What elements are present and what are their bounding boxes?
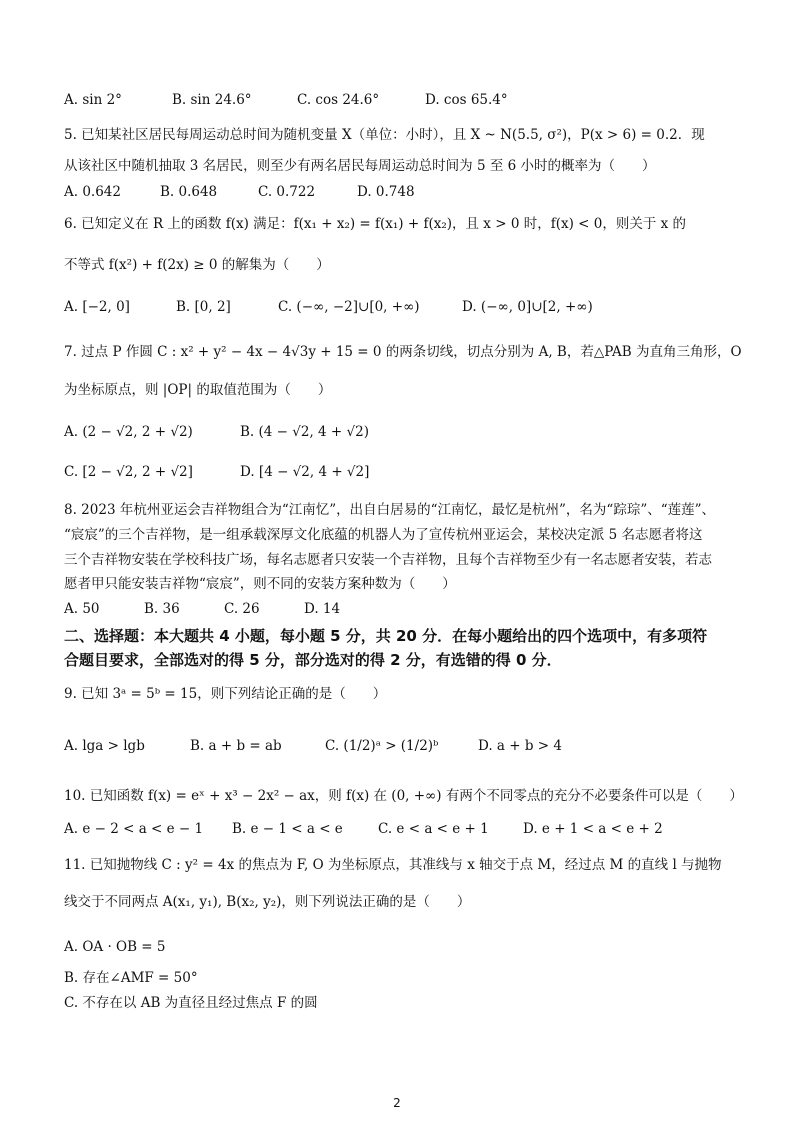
q5-stem-line2: 从该社区中随机抽取 3 名居民，则至少有两名居民每周运动总时间为 5 至 6 小时的概率为（ ）	[64, 158, 656, 174]
q10-option-b: B. e − 1 < a < e	[232, 821, 343, 837]
q4-option-d: D. cos 65.4°	[425, 92, 508, 108]
q8-option-d: D. 14	[304, 601, 341, 617]
q7-option-c: C. [2 − √2, 2 + √2]	[64, 464, 193, 480]
q10-option-d: D. e + 1 < a < e + 2	[523, 821, 663, 837]
q5-option-b: B. 0.648	[160, 184, 218, 200]
q6-option-c: C. (−∞, −2]∪[0, +∞)	[278, 299, 420, 315]
q8-stem-line2: “宸宸”的三个吉祥物，是一组承载深厚文化底蕴的机器人为了宣传杭州亚运会，某校决定派 5 名志愿者将这	[64, 527, 703, 543]
q11-stem-line2: 线交于不同两点 A(x₁, y₁), B(x₂, y₂)，则下列说法正确的是（ ）	[64, 894, 471, 910]
q6-option-b: B. [0, 2]	[176, 299, 231, 315]
q8-stem-line1: 8. 2023 年杭州亚运会吉祥物组合为“江南忆”，出自白居易的“江南忆，最忆是杭州”，名为“踪琮”、“莲莲”、	[64, 502, 716, 518]
q9-option-d: D. a + b > 4	[478, 738, 562, 754]
q4-option-a: A. sin 2°	[64, 92, 122, 108]
q5-option-c: C. 0.722	[258, 184, 316, 200]
q10-option-a: A. e − 2 < a < e − 1	[64, 821, 204, 837]
q8-option-c: C. 26	[224, 601, 260, 617]
q6-stem-line1: 6. 已知定义在 R 上的函数 f(x) 满足：f(x₁ + x₂) = f(x₁) + f(x₂)，且 x > 0 时，f(x) < 0，则关于 x 的	[64, 216, 687, 232]
q6-option-a: A. [−2, 0]	[64, 299, 130, 315]
q7-option-a: A. (2 − √2, 2 + √2)	[64, 424, 193, 440]
q8-option-a: A. 50	[64, 601, 100, 617]
q4-option-c: C. cos 24.6°	[297, 92, 380, 108]
q7-stem-line2: 为坐标原点，则 |OP| 的取值范围为（ ）	[64, 382, 332, 398]
q9-option-a: A. lga > lgb	[64, 738, 145, 754]
q10-option-c: C. e < a < e + 1	[378, 821, 489, 837]
q5-option-a: A. 0.642	[64, 184, 121, 200]
q11-option-c: C. 不存在以 AB 为直径且经过焦点 F 的圆	[64, 995, 318, 1011]
q5-stem-line1: 5. 已知某社区居民每周运动总时间为随机变量 X（单位：小时），且 X ~ N(5.5, σ²)，P(x > 6) = 0.2．现	[64, 127, 705, 143]
q8-stem-line3: 三个吉祥物安装在学校科技广场，每名志愿者只安装一个吉祥物，且每个吉祥物至少有一名志愿者安装，若志	[64, 552, 712, 568]
q7-option-b: B. (4 − √2, 4 + √2)	[240, 424, 369, 440]
q10-stem: 10. 已知函数 f(x) = eˣ + x³ − 2x² − ax，则 f(x) 在 (0, +∞) 有两个不同零点的充分不必要条件可以是（ ）	[64, 788, 743, 804]
q5-option-d: D. 0.748	[357, 184, 415, 200]
q9-option-c: C. (1/2)ᵃ > (1/2)ᵇ	[325, 738, 439, 754]
q7-stem-line1: 7. 过点 P 作圆 C : x² + y² − 4x − 4√3y + 15 = 0 的两条切线，切点分别为 A, B，若△PAB 为直角三角形，O	[64, 344, 742, 360]
q6-option-d: D. (−∞, 0]∪[2, +∞)	[462, 299, 593, 315]
q11-option-b: B. 存在∠AMF = 50°	[64, 970, 198, 986]
section-heading-line1: 二、选择题：本大题共 4 小题，每小题 5 分，共 20 分．在每小题给出的四个选项中，有多项符	[64, 627, 708, 645]
q11-stem-line1: 11. 已知抛物线 C : y² = 4x 的焦点为 F, O 为坐标原点，其准线与 x 轴交于点 M，经过点 M 的直线 l 与抛物	[64, 857, 722, 873]
q7-option-d: D. [4 − √2, 4 + √2]	[240, 464, 370, 480]
section-heading-line2: 合题目要求，全部选对的得 5 分，部分选对的得 2 分，有选错的得 0 分．	[64, 651, 562, 669]
q8-option-b: B. 36	[144, 601, 180, 617]
page-number: 2	[393, 1096, 401, 1110]
q8-stem-line4: 愿者甲只能安装吉祥物“宸宸”，则不同的安装方案种数为（ ）	[64, 576, 456, 592]
q4-option-b: B. sin 24.6°	[172, 92, 252, 108]
q6-stem-line2: 不等式 f(x²) + f(2x) ≥ 0 的解集为（ ）	[64, 257, 330, 273]
q11-option-a: A. OA · OB = 5	[64, 939, 166, 955]
q9-option-b: B. a + b = ab	[190, 738, 282, 754]
q9-stem: 9. 已知 3ᵃ = 5ᵇ = 15，则下列结论正确的是（ ）	[64, 686, 387, 702]
